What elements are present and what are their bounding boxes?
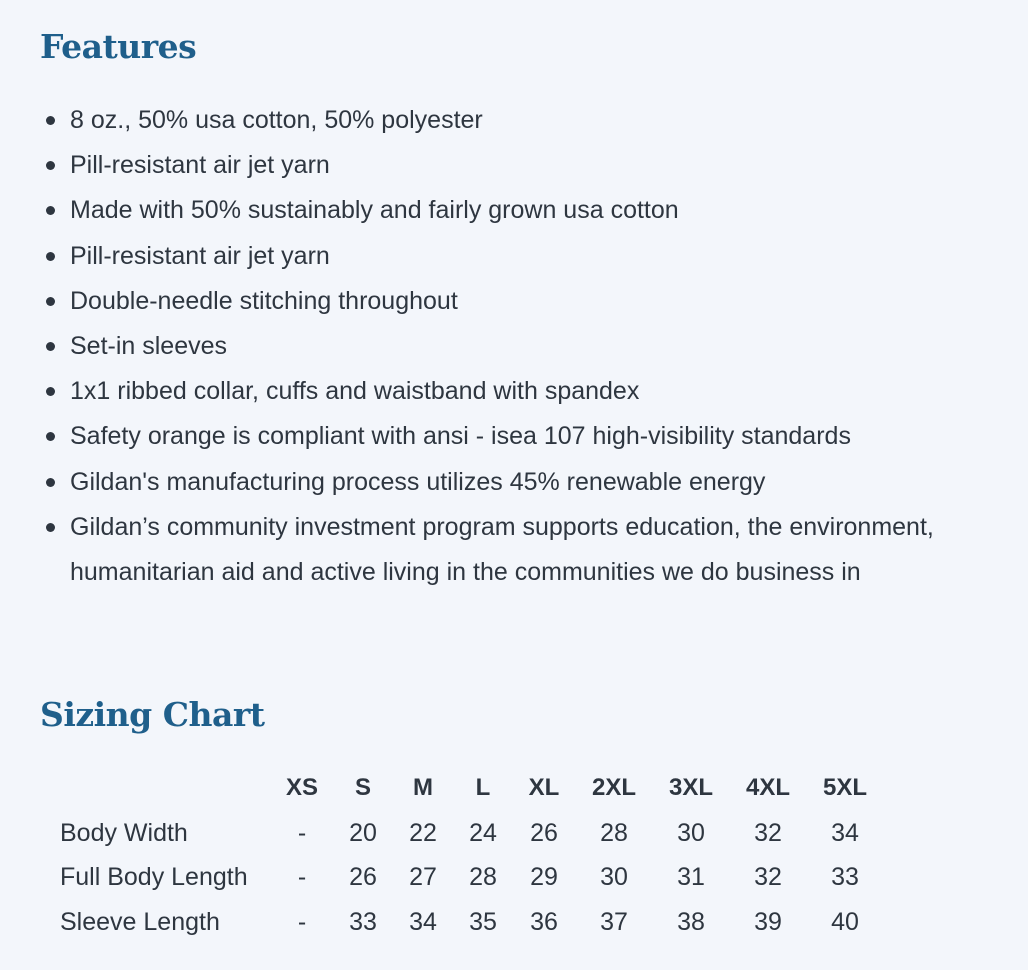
header-cell-5xl: 5XL: [822, 774, 867, 802]
row-label: Body Width: [60, 818, 188, 847]
table-cell: 32: [754, 863, 782, 892]
features-list: [40, 98, 960, 595]
features-heading: Features: [40, 27, 197, 66]
feature-item: [40, 98, 960, 143]
table-row: [40, 811, 870, 856]
bullet-icon: [46, 387, 55, 396]
header-cell-4xl: 4XL: [745, 774, 790, 802]
feature-item: [40, 188, 960, 233]
table-cell: 33: [831, 863, 859, 892]
header-cell-xl: XL: [528, 774, 560, 802]
feature-text: Pill-resistant air jet yarn: [70, 241, 330, 270]
feature-item: [40, 143, 960, 188]
table-row: [40, 855, 870, 900]
table-cell: 29: [530, 863, 558, 892]
table-cell: 32: [754, 818, 782, 847]
table-cell: 22: [409, 818, 437, 847]
feature-text: 8 oz., 50% usa cotton, 50% polyester: [70, 106, 483, 134]
header-cell-2xl: 2XL: [591, 774, 636, 802]
feature-text: Gildan's manufacturing process utilizes 45% renewable energy: [70, 467, 766, 496]
feature-item: [40, 324, 960, 369]
bullet-icon: [46, 161, 55, 170]
bullet-icon: [46, 297, 55, 306]
feature-item: [40, 234, 960, 279]
feature-item: [40, 369, 960, 414]
table-cell: 33: [349, 907, 377, 936]
table-cell: 27: [409, 863, 437, 892]
feature-text: Safety orange is compliant with ansi - isea 107 high-visibility standards: [70, 422, 851, 451]
sizing-table: [40, 766, 870, 945]
bullet-icon: [46, 342, 55, 351]
bullet-icon: [46, 523, 55, 532]
table-cell: -: [297, 863, 307, 892]
feature-item: [40, 414, 960, 459]
bullet-icon: [46, 252, 55, 261]
header-cell-m: M: [413, 774, 433, 802]
bullet-icon: [46, 206, 55, 215]
table-cell: 28: [469, 863, 497, 892]
table-cell: 35: [469, 907, 497, 936]
header-cell-xs: XS: [285, 774, 318, 802]
row-label: Full Body Length: [60, 863, 248, 892]
table-cell: 31: [677, 863, 705, 892]
bullet-icon: [46, 116, 55, 125]
bullet-icon: [46, 478, 55, 487]
header-cell-s: S: [354, 774, 371, 802]
table-cell: 38: [677, 907, 705, 936]
table-cell: 30: [677, 818, 705, 847]
table-cell: 34: [831, 818, 859, 847]
table-cell: 34: [409, 907, 437, 936]
table-cell: 20: [349, 818, 377, 847]
table-cell: -: [297, 907, 307, 936]
bullet-icon: [46, 432, 55, 441]
feature-item: [40, 460, 960, 505]
table-cell: 39: [754, 907, 782, 936]
feature-text: Set-in sleeves: [70, 332, 228, 361]
table-cell: 26: [530, 818, 558, 847]
sizing-chart-heading: Sizing Chart: [40, 695, 265, 734]
header-cell-l: L: [475, 774, 491, 802]
table-cell: 24: [469, 818, 497, 847]
feature-item: [40, 505, 960, 595]
table-row: [40, 900, 870, 945]
table-cell: -: [297, 818, 307, 847]
table-cell: 40: [831, 907, 859, 936]
header-cell-3xl: 3XL: [668, 774, 713, 802]
feature-item: [40, 279, 960, 324]
row-label: Sleeve Length: [60, 907, 220, 936]
table-cell: 37: [600, 907, 628, 936]
feature-text: Made with 50% sustainably and fairly grown usa cotton: [70, 196, 679, 225]
table-cell: 26: [349, 863, 377, 892]
feature-text: Pill-resistant air jet yarn: [70, 151, 330, 180]
feature-text: Double-needle stitching throughout: [70, 286, 458, 315]
feature-text: 1x1 ribbed collar, cuffs and waistband with spandex: [70, 377, 640, 406]
table-cell: 36: [530, 907, 558, 936]
header-cell-empty: [40, 766, 284, 811]
sizing-header-row: [40, 766, 870, 811]
feature-text: Gildan’s community investment program supports education, the environment, humanitarian aid and active living in the communities we do business in: [70, 512, 934, 587]
table-cell: 30: [600, 863, 628, 892]
table-cell: 28: [600, 818, 628, 847]
